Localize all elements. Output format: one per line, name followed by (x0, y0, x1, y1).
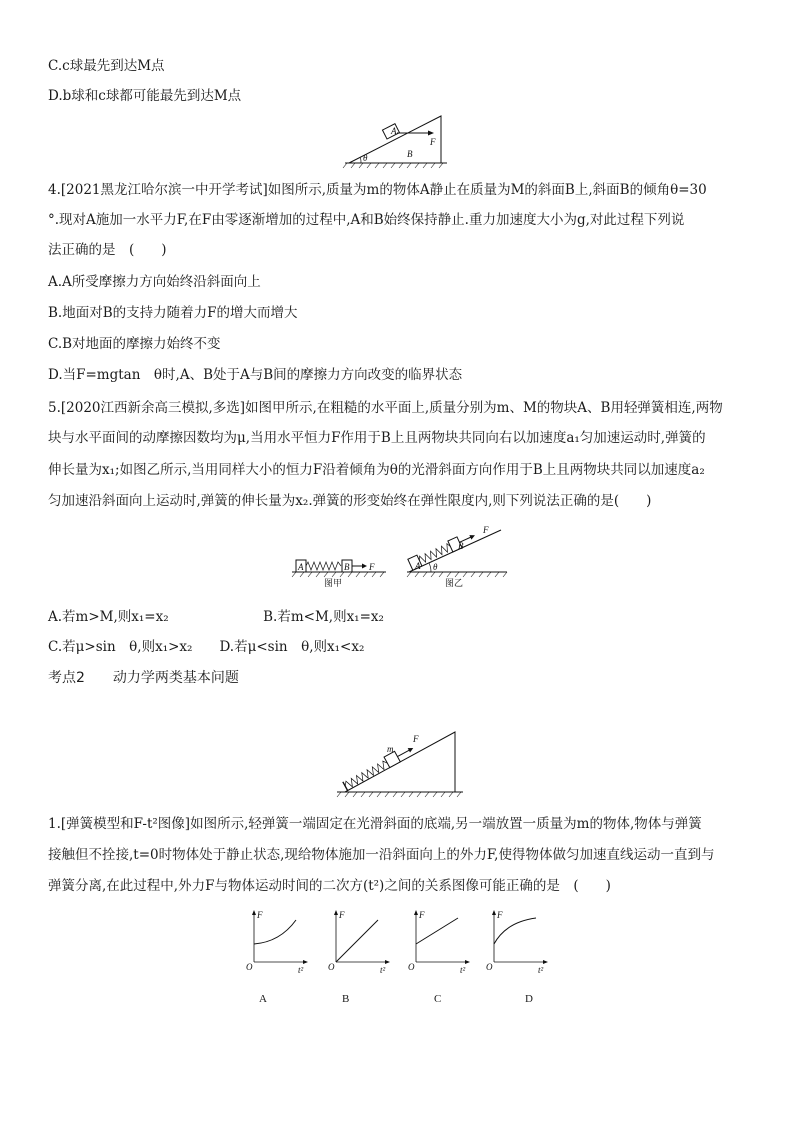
graph-option-c (402, 906, 472, 976)
q4-block-label: A (391, 126, 397, 136)
graph-option-b (322, 906, 392, 976)
q4-force-label: F (430, 137, 436, 147)
q4-wedge-label: B (407, 149, 413, 159)
graph-c-origin: O (408, 962, 415, 972)
q1-stem-line-3: 弹簧分离,在此过程中,外力F与物体运动时间的二次方(t²)之间的关系图像可能正确的是 ( ) (48, 878, 611, 894)
q5-options-ab: A.若m>M,则x₁=x₂ B.若m<M,则x₁=x₂ (48, 609, 384, 625)
graph-d-y-label: F (497, 910, 503, 920)
q4-stem-line-1: 4.[2021黑龙江哈尔滨一中开学考试]如图所示,质量为m的物体A静止在质量为M的斜面B上,斜面B的倾角θ=30 (48, 182, 707, 198)
q3-option-c: C.c球最先到达M点 (48, 58, 165, 74)
q4-option-a: A.A所受摩擦力方向始终沿斜面向上 (48, 274, 261, 290)
section-heading-2: 考点2 动力学两类基本问题 (48, 670, 239, 686)
q5-stem-line-1: 5.[2020江西新余高三模拟,多选]如图甲所示,在粗糙的水平面上,质量分别为m、M的物块A、B用轻弹簧相连,两物 (48, 400, 723, 416)
graph-b-x-label: t² (380, 965, 386, 975)
q1-stem-line-2: 接触但不拴接,t=0时物体处于静止状态,现给物体施加一沿斜面向上的外力F,使得物体做匀加速直线运动一直到与 (48, 847, 715, 863)
q1-force-label: F (413, 734, 419, 744)
graph-b-origin: O (328, 962, 335, 972)
q3-option-d: D.b球和c球都可能最先到达M点 (48, 88, 242, 104)
graph-a-x-label: t² (298, 965, 304, 975)
q4-option-d: D.当F=mgtan θ时,A、B处于A与B间的摩擦力方向改变的临界状态 (48, 367, 463, 383)
option-label-c: C (434, 993, 442, 1005)
q4-stem-line-3: 法正确的是 ( ) (48, 242, 167, 258)
option-label-a: A (259, 993, 267, 1005)
q5-jia-b-label: B (344, 562, 350, 572)
q1-mass-label: m (387, 744, 394, 754)
graph-option-d (480, 906, 550, 976)
q5-yi-b-label: B (458, 541, 464, 551)
graph-d-origin: O (486, 962, 493, 972)
q5-stem-line-2: 块与水平面间的动摩擦因数均为μ,当用水平恒力F作用于B上且两物块共同向右以加速度a₁匀加速运动时,弹簧的 (48, 430, 706, 446)
q5-jia-force-label: F (369, 562, 375, 572)
graph-option-a (240, 906, 310, 976)
graph-d-x-label: t² (538, 965, 544, 975)
graph-b-y-label: F (339, 910, 345, 920)
q5-figure-jia (290, 552, 390, 592)
q4-option-b: B.地面对B的支持力随着力F的增大而增大 (48, 305, 298, 321)
graph-a-y-label: F (257, 910, 263, 920)
q5-caption-jia: 图甲 (324, 579, 343, 589)
q5-figure-yi (405, 522, 515, 592)
q4-stem-line-2: °.现对A施加一水平力F,在F由零逐渐增加的过程中,A和B始终保持静止.重力加速度大小为g,对此过程下列说 (48, 212, 685, 228)
q1-stem-line-1: 1.[弹簧模型和F-t²图像]如图所示,轻弹簧一端固定在光滑斜面的底端,另一端放置一质量为m的物体,物体与弹簧 (48, 816, 702, 832)
graph-c-x-label: t² (460, 965, 466, 975)
q4-angle-label: θ (363, 153, 368, 163)
option-label-d: D (525, 993, 533, 1005)
q5-stem-line-4: 匀加速沿斜面向上运动时,弹簧的伸长量为x₂.弹簧的形变始终在弹性限度内,则下列说法正确的是( ) (48, 493, 652, 509)
q1-incline-figure (335, 728, 465, 803)
option-label-b: B (342, 993, 350, 1005)
q5-caption-yi: 图乙 (445, 579, 464, 589)
q5-stem-line-3: 伸长量为x₁;如图乙所示,当用同样大小的恒力F沿着倾角为θ的光滑斜面方向作用于B上且两物块共同以加速度a₂ (48, 462, 705, 478)
q4-option-c: C.B对地面的摩擦力始终不变 (48, 336, 221, 352)
q5-jia-a-label: A (298, 562, 304, 572)
q4-wedge-figure (335, 110, 455, 170)
q5-options-cd: C.若μ>sin θ,则x₁>x₂ D.若μ<sin θ,则x₁<x₂ (48, 639, 365, 655)
graph-c-y-label: F (419, 910, 425, 920)
q5-yi-angle-label: θ (433, 562, 438, 572)
q5-yi-a-label: A (415, 561, 421, 571)
graph-a-origin: O (246, 962, 253, 972)
q5-yi-force-label: F (483, 525, 489, 535)
